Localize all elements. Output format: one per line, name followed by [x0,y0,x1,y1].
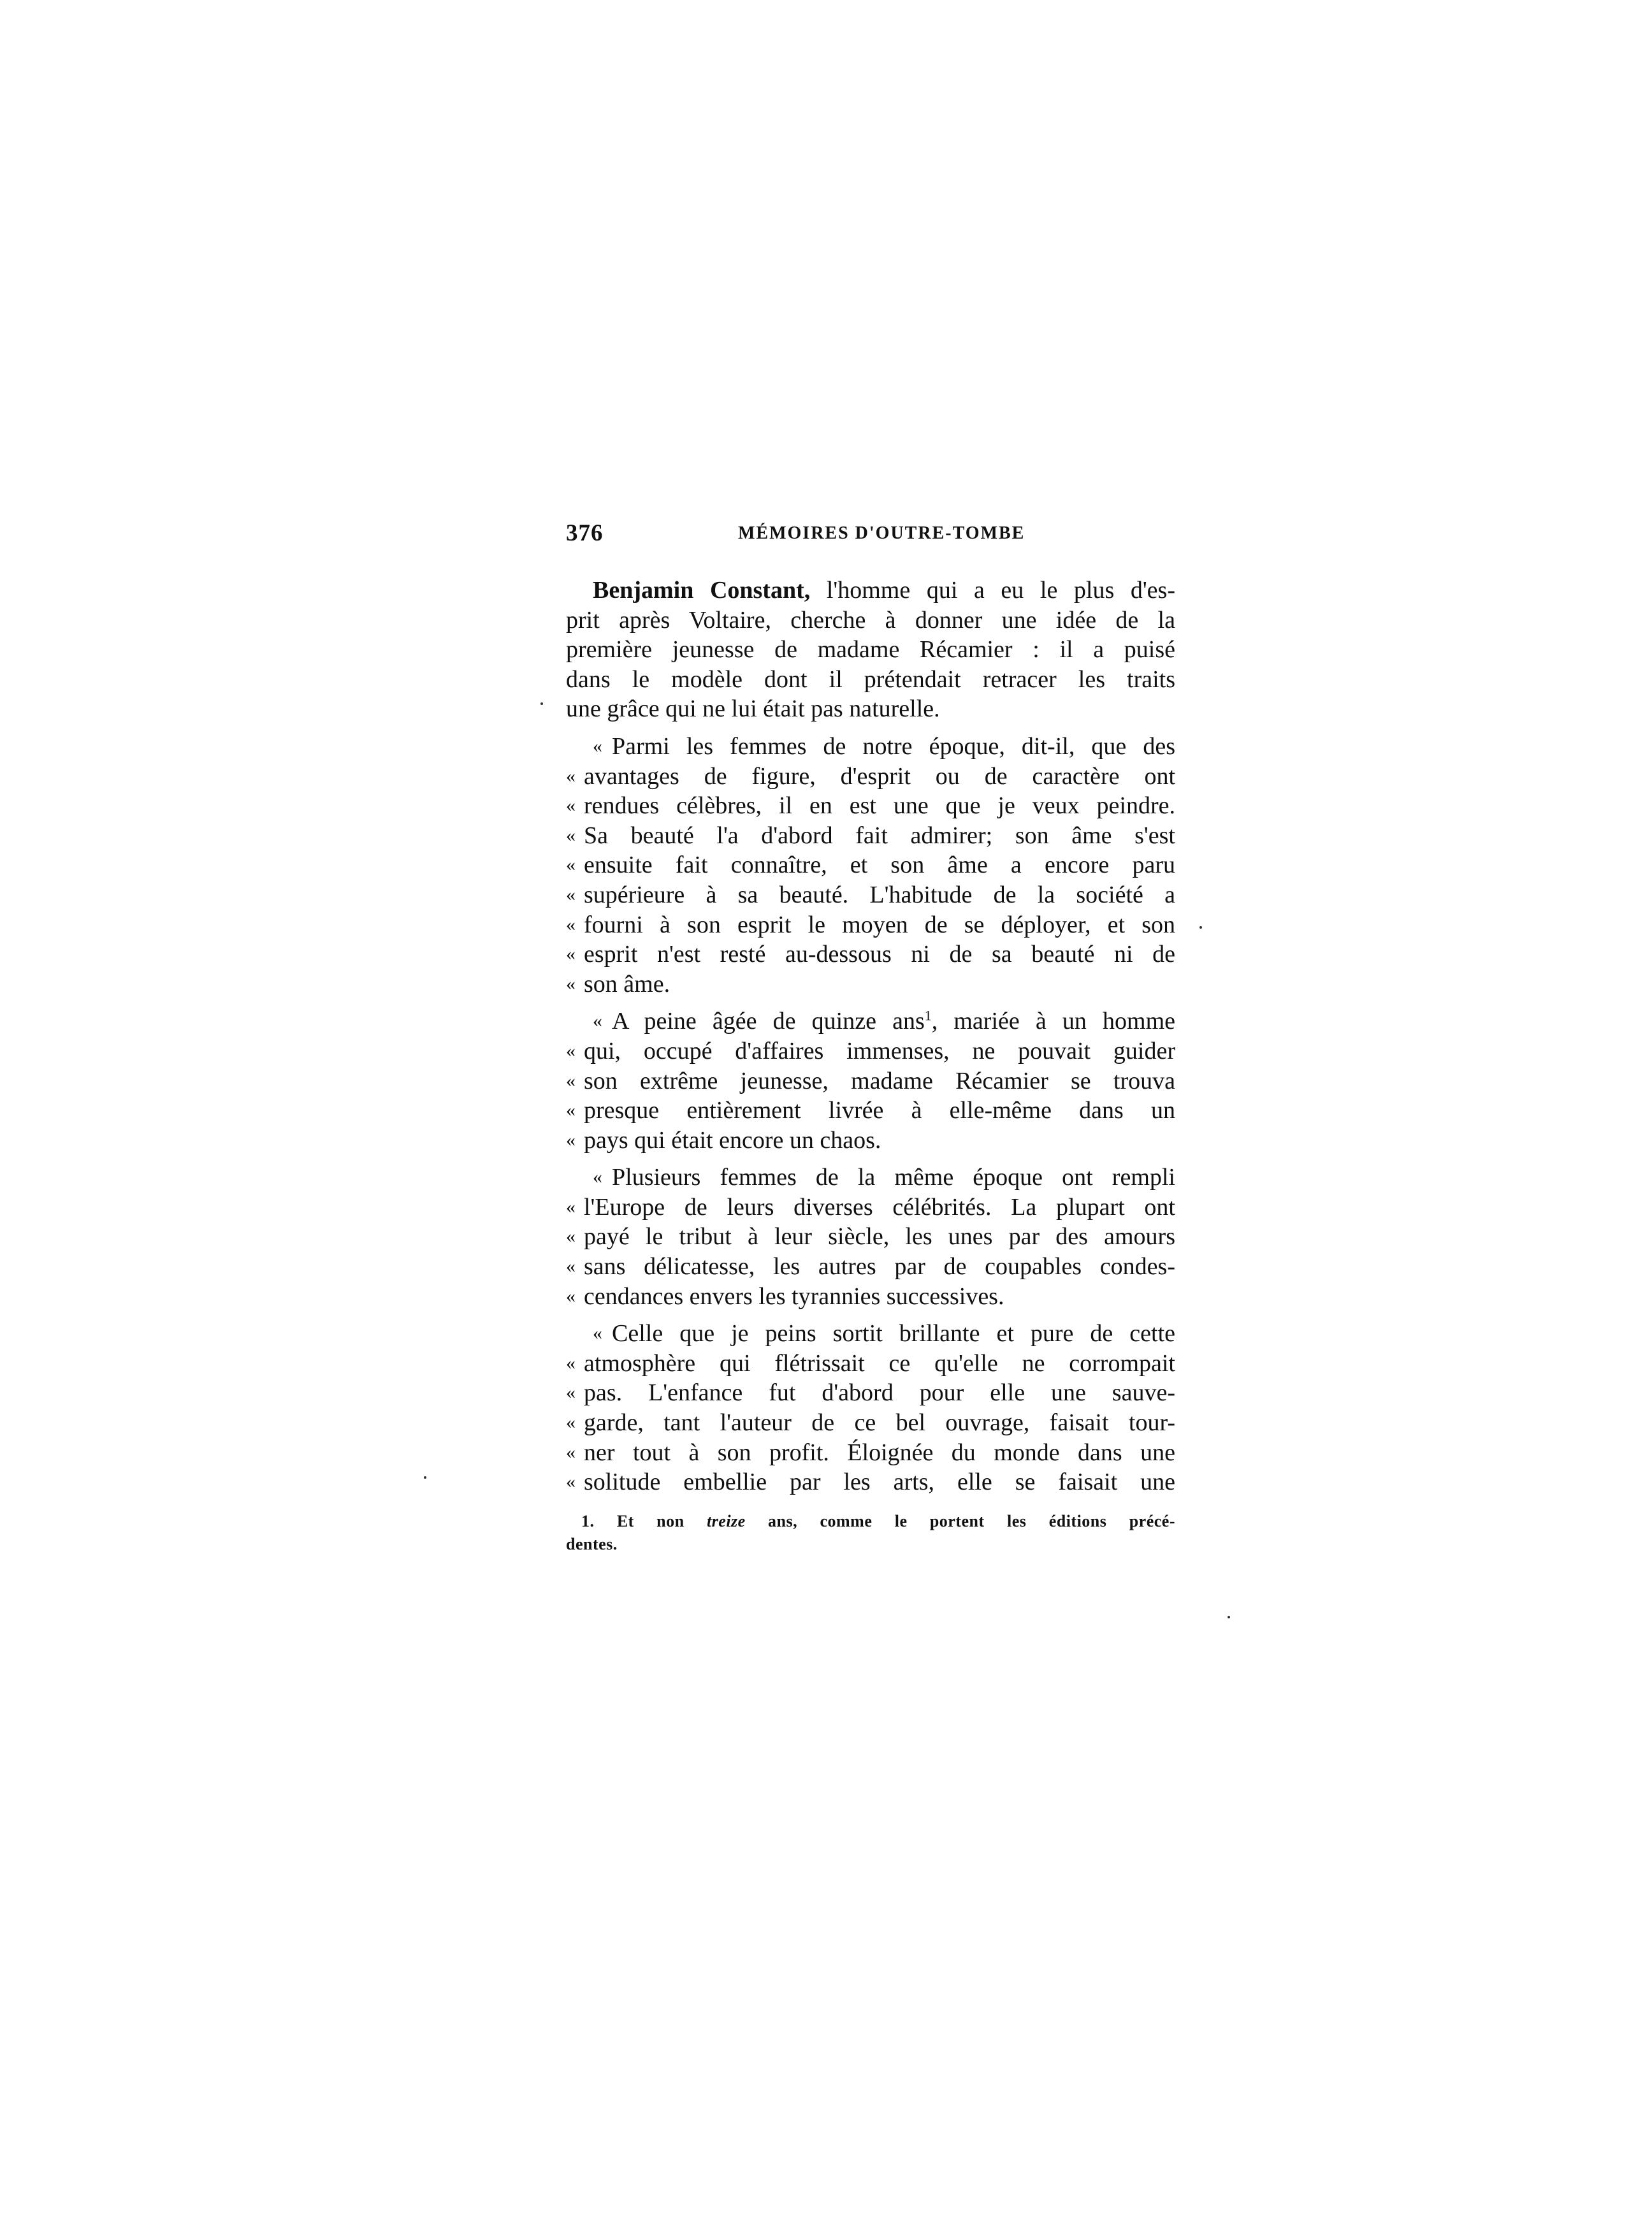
scan-speck [1228,1616,1230,1618]
footnote-line: 1. Et non treize ans, comme le portent les éditions précé- [581,1511,1176,1530]
quote-mark: « [593,1166,602,1188]
quote-line: « Plusieurs femmes de la même époque ont rempli [566,1163,1175,1193]
quote-line: « A peine âgée de quinze ans$^1$, mariée à un homme [566,1006,1175,1036]
quote-mark: « [566,973,576,994]
scan-speck [1199,926,1202,929]
page-text-block [566,519,1175,1556]
quote-line: « presque entièrement livrée à elle-même dans un [566,1096,1175,1126]
quote-line: « l'Europe de leurs diverses célébrités. La plupart ont [566,1193,1175,1223]
running-title: MÉMOIRES D'OUTRE-TOMBE [738,523,1025,543]
quote-paragraph-3 [566,1163,1175,1311]
quote-line: « Celle que je peins sortit brillante et pure de cette [566,1319,1175,1349]
quote-line: « ner tout à son profit. Éloignée du monde dans une [566,1438,1175,1468]
footnote-line: dentes. [566,1534,618,1553]
scan-speck [540,702,543,705]
quote-paragraph-1 [566,732,1175,999]
quote-mark: « [566,1352,576,1374]
quote-line: « garde, tant l'auteur de ce bel ouvrage, faisait tour- [566,1408,1175,1438]
quote-line: « son âme. [566,969,1175,999]
quote-line: « pas. L'enfance fut d'abord pour elle une sauve- [566,1378,1175,1408]
quote-mark: « [566,1382,576,1404]
quote-line: « pays qui était encore un chaos. [566,1126,1175,1156]
footnote-emphasis: treize [706,1511,746,1530]
quote-line: « rendues célèbres, il en est une que je veux peindre. [566,791,1175,821]
quote-mark: « [566,765,576,787]
author-name: Benjamin Constant, [593,577,811,604]
quote-paragraph-2 [566,1006,1175,1155]
quote-line: « avantages de figure, d'esprit ou de caractère ont [566,762,1175,792]
quote-mark: « [566,1256,576,1277]
quote-mark: « [566,824,576,846]
running-head [566,519,1175,551]
quote-mark: « [593,1010,602,1032]
quote-line: « sans délicatesse, les autres par de coupables condes- [566,1252,1175,1282]
text-line: une grâce qui ne lui était pas naturelle. [566,695,940,723]
quote-line: « supérieure à sa beauté. L'habitude de la société a [566,880,1175,910]
footnote-reference: 1 [924,1007,932,1024]
quote-mark: « [566,883,576,905]
footnote [566,1510,1175,1556]
quote-mark: « [566,1196,576,1217]
quote-line: « fourni à son esprit le moyen de se déployer, et son [566,910,1175,940]
quote-line: « cendances envers les tyrannies successives. [566,1282,1175,1312]
text-line: dans le modèle dont il prétendait retracer les traits [566,665,1175,693]
quote-mark: « [566,913,576,935]
paragraph-intro [566,576,1175,724]
quote-mark: « [566,1412,576,1434]
quote-mark: « [566,795,576,817]
page-number: 376 [566,520,604,546]
text-line [566,576,1175,606]
quote-mark: « [566,1226,576,1247]
text-line-tail: l'homme qui a eu le plus d'es- [810,577,1175,604]
quote-mark: « [566,1040,576,1061]
text-line: première jeunesse de madame Récamier : il a puisé [566,636,1175,664]
text-line: prit après Voltaire, cherche à donner une idée de la [566,606,1175,634]
quote-mark: « [566,1471,576,1493]
footnote-number: 1. [581,1511,595,1530]
quote-mark: « [566,1070,576,1091]
quote-line: « son extrême jeunesse, madame Récamier se trouva [566,1066,1175,1096]
quote-line: « payé le tribut à leur siècle, les unes par des amours [566,1222,1175,1252]
quote-line: « Parmi les femmes de notre époque, dit-il, que des [566,732,1175,762]
quote-mark: « [566,943,576,965]
scan-speck [424,1476,426,1479]
quote-line: « qui, occupé d'affaires immenses, ne pouvait guider [566,1036,1175,1066]
quote-mark: « [566,1129,576,1151]
quote-mark: « [566,1441,576,1463]
quote-mark: « [566,854,576,876]
quote-paragraph-4 [566,1319,1175,1497]
quote-mark: « [593,1323,602,1344]
quote-line: « esprit n'est resté au-dessous ni de sa beauté ni de [566,940,1175,969]
quote-mark: « [566,1285,576,1307]
quote-mark: « [593,735,602,757]
quote-line: « Sa beauté l'a d'abord fait admirer; son âme s'est [566,821,1175,851]
quote-line: « ensuite fait connaître, et son âme a encore paru [566,850,1175,880]
quote-line: « atmosphère qui flétrissait ce qu'elle ne corrompait [566,1349,1175,1379]
quote-line: « solitude embellie par les arts, elle se faisait une [566,1467,1175,1497]
quote-mark: « [566,1100,576,1121]
